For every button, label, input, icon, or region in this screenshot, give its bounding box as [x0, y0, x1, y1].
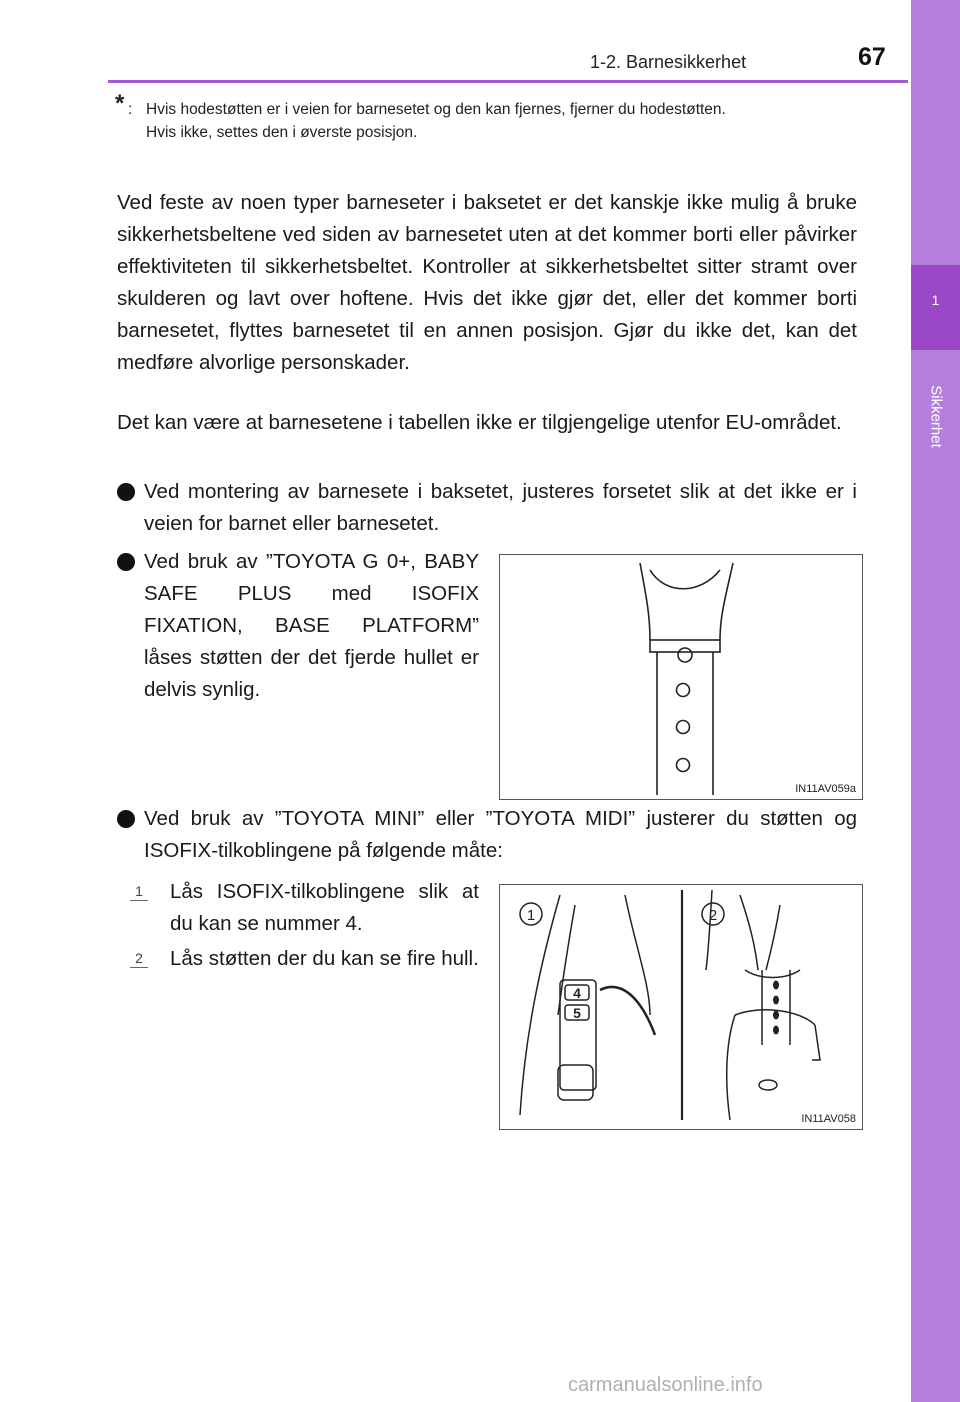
- chapter-number: 1: [931, 292, 940, 308]
- step-2: [132, 943, 479, 975]
- side-tab-lower: [911, 350, 960, 1402]
- bullet-front-seat: [117, 476, 857, 540]
- paragraph-seatbelt-warning: Ved feste av noen typer barneseter i baksetet er det kanskje ikke mulig å bruke sikkerhetsbeltene ved siden av barnesetet uten at det kommer borti eller påvirker effektiviteten til sikkerhetsbeltet. Kontroller at sikkerhetsbeltet sitter stramt over skulderen og lavt over hoftene. Hvis det ikke gjør det, eller det kommer borti barnesetet, flyttes barnesetet til en annen posisjon. Gjør du ikke det, kan det medføre alvorlige personskader.: [117, 191, 857, 374]
- header-divider: [108, 80, 908, 83]
- figure-code: IN11AV059a: [795, 783, 856, 795]
- step-text: Lås ISOFIX-tilkoblingene slik at du kan se nummer 4.: [170, 880, 479, 935]
- footnote-line-1: Hvis hodestøtten er i veien for barnesetet og den kan fjernes, fjerner du hodestøtten.: [146, 101, 726, 118]
- bullet-mini-midi: [117, 803, 857, 867]
- side-tab-upper: [911, 0, 960, 265]
- step-number: 2: [132, 948, 146, 968]
- section-title: 1-2. Barnesikkerhet: [590, 52, 747, 72]
- support-leg-illustration: [500, 555, 862, 799]
- digit-4-label: 4: [573, 985, 581, 1001]
- digit-5-label: 5: [573, 1005, 581, 1021]
- footnote-colon: :: [128, 101, 133, 118]
- figure-code: IN11AV058: [801, 1113, 856, 1125]
- bullet-text: Ved bruk av ”TOYOTA MINI” eller ”TOYOTA MIDI” justerer du støtten og ISOFIX-tilkoblingene på følgende måte:: [144, 807, 857, 862]
- step-text: Lås støtten der du kan se fire hull.: [170, 947, 479, 970]
- footnote: [115, 90, 857, 144]
- fig2-callout-1: 1: [526, 907, 536, 924]
- isofix-illustration: [500, 885, 862, 1129]
- figure-isofix-adjustment: [499, 884, 863, 1130]
- bullet-icon: [117, 810, 135, 828]
- watermark-text: carmanualsonline.info: [568, 1374, 763, 1396]
- figure-support-leg: [499, 554, 863, 800]
- bullet-text: Ved montering av barnesete i baksetet, justeres forsetet slik at det ikke er i veien for barnet eller barnesetet.: [144, 480, 857, 535]
- paragraph-eu-availability: Det kan være at barnesetene i tabellen ikke er tilgjengelige utenfor EU-området.: [117, 411, 842, 434]
- bullet-text: Ved bruk av ”TOYOTA G 0+, BABY SAFE PLUS med ISOFIX FIXATION, BASE PLATFORM” låses støtten der det fjerde hullet er delvis synlig.: [144, 550, 479, 701]
- step-number: 1: [132, 881, 146, 901]
- footnote-line-2: Hvis ikke, settes den i øverste posisjon.: [146, 124, 418, 141]
- bullet-icon: [117, 483, 135, 501]
- page-number: 67: [858, 43, 886, 71]
- footnote-marker: *: [115, 90, 125, 117]
- bullet-icon: [117, 553, 135, 571]
- fig2-callout-2: 2: [708, 907, 718, 924]
- bullet-baby-safe: [117, 546, 479, 706]
- step-1: [132, 876, 479, 940]
- chapter-label: Sikkerhet: [927, 385, 945, 448]
